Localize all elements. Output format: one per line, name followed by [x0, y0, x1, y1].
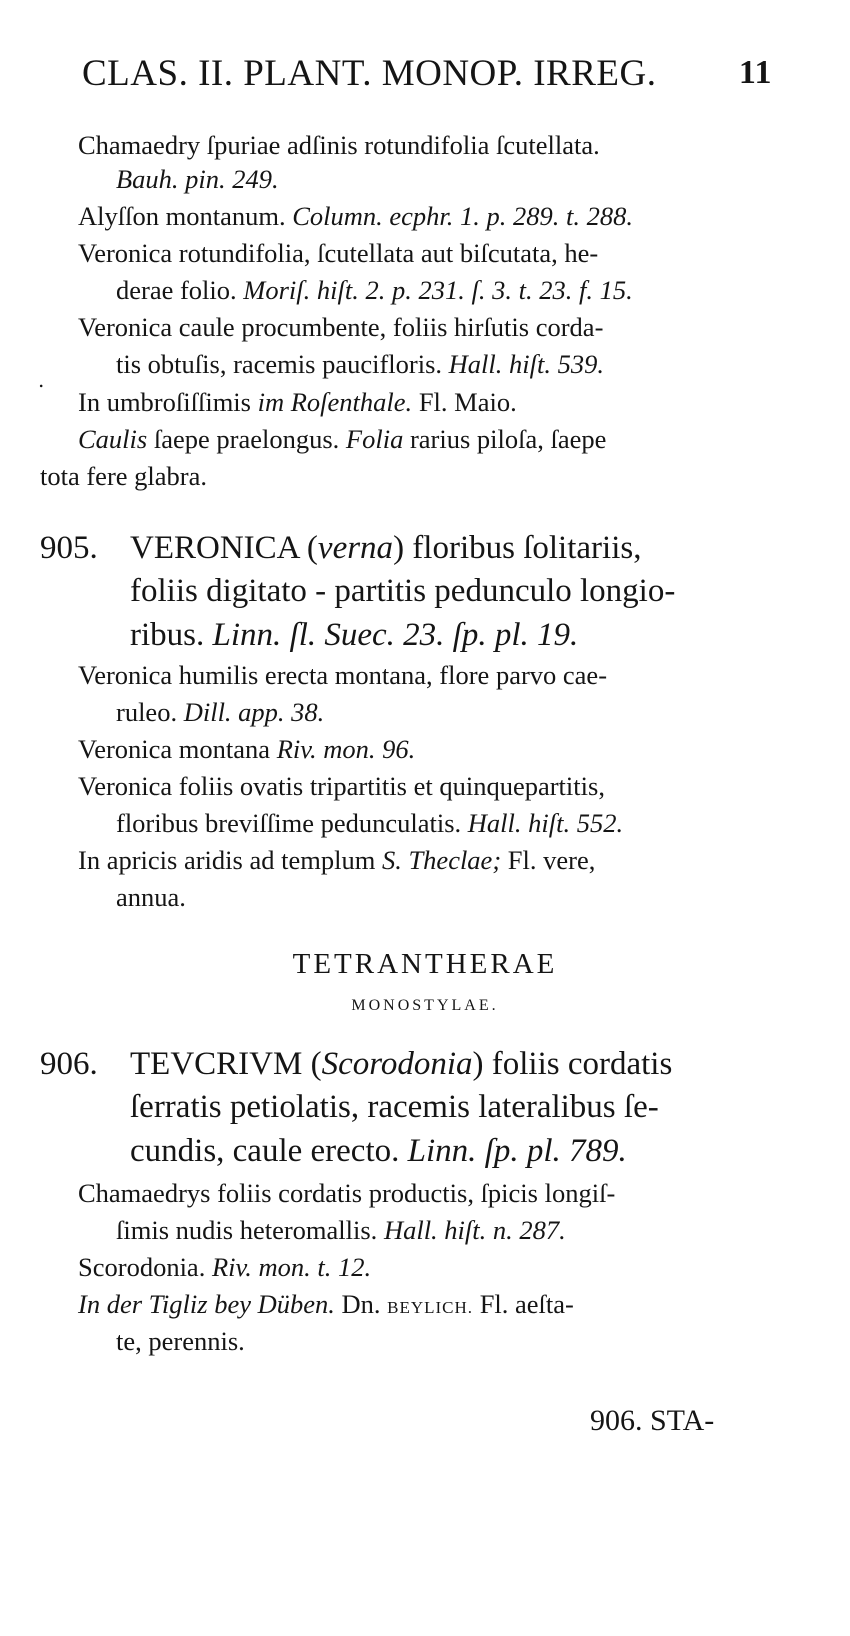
text-line: tota fere glabra.	[40, 461, 207, 491]
text-line: derae folio. Moriſ. hiſt. 2. p. 231. ſ. 3. t. 23. f. 15.	[116, 275, 633, 305]
text-line: Bauh. pin. 249.	[116, 164, 279, 194]
synonym-line: Veronica montana Riv. mon. 96.	[78, 734, 416, 764]
synonym-line: ſimis nudis heteromallis. Hall. hiſt. n. 287.	[116, 1215, 566, 1245]
text-line: Veronica rotundifolia, ſcutellata aut biſcutata, he-	[78, 238, 599, 268]
section-subtitle: MONOSTYLAE.	[351, 997, 499, 1014]
entry-heading-line: ribus. Linn. ſl. Suec. 23. ſp. pl. 19.	[130, 617, 579, 653]
margin-mark: .	[38, 368, 45, 392]
synonym-line: Veronica foliis ovatis tripartitis et quinquepartitis,	[78, 771, 605, 801]
text-line: Alyſſon montanum. Column. ecphr. 1. p. 289. t. 288.	[78, 201, 634, 231]
synonym-line: ruleo. Dill. app. 38.	[116, 697, 325, 727]
habitat-line: In umbroſiſſimis im Roſenthale. Fl. Maio.	[78, 387, 517, 417]
synonym-line: Scorodonia. Riv. mon. t. 12.	[78, 1252, 372, 1282]
entry-number: 906.	[40, 1046, 98, 1082]
running-header	[82, 52, 772, 98]
text-line: Chamaedry ſpuriae adſinis rotundifolia ſcutellata.	[78, 130, 600, 160]
entry-number: 905.	[40, 530, 98, 566]
text-line: Caulis ſaepe praelongus. Folia rarius piloſa, ſaepe	[78, 424, 607, 454]
running-title: CLAS. II. PLANT. MONOP. IRREG.	[82, 53, 657, 94]
habitat-line: In apricis aridis ad templum S. Theclae; Fl. vere,	[78, 845, 596, 875]
text-line: tis obtuſis, racemis paucifloris. Hall. hiſt. 539.	[116, 349, 604, 379]
page-number: 11	[738, 54, 772, 91]
section-title: TETRANTHERAE	[292, 948, 558, 980]
entry-heading-line: ſerratis petiolatis, racemis lateralibus ſe-	[130, 1089, 659, 1125]
catchword: 906. STA-	[590, 1404, 715, 1437]
habitat-line: In der Tigliz bey Düben. Dn. BEYLICH. Fl. aeſta-	[78, 1289, 574, 1319]
text-line: te, perennis.	[116, 1326, 245, 1356]
entry-heading-line: cundis, caule erecto. Linn. ſp. pl. 789.	[130, 1133, 627, 1169]
entry-heading-line: foliis digitato - partitis pedunculo longio-	[130, 573, 676, 609]
synonym-line: Veronica humilis erecta montana, flore parvo cae-	[78, 660, 608, 690]
text-line: Veronica caule procumbente, foliis hirſutis corda-	[78, 312, 604, 342]
text-line: annua.	[116, 882, 186, 912]
synonym-line: Chamaedrys foliis cordatis productis, ſpicis longiſ-	[78, 1178, 616, 1208]
entry-heading-line: VERONICA (verna) floribus ſolitariis,	[130, 530, 642, 566]
synonym-line: floribus breviſſime pedunculatis. Hall. hiſt. 552.	[116, 808, 624, 838]
entry-heading-line: TEVCRIVM (Scorodonia) foliis cordatis	[130, 1046, 673, 1082]
